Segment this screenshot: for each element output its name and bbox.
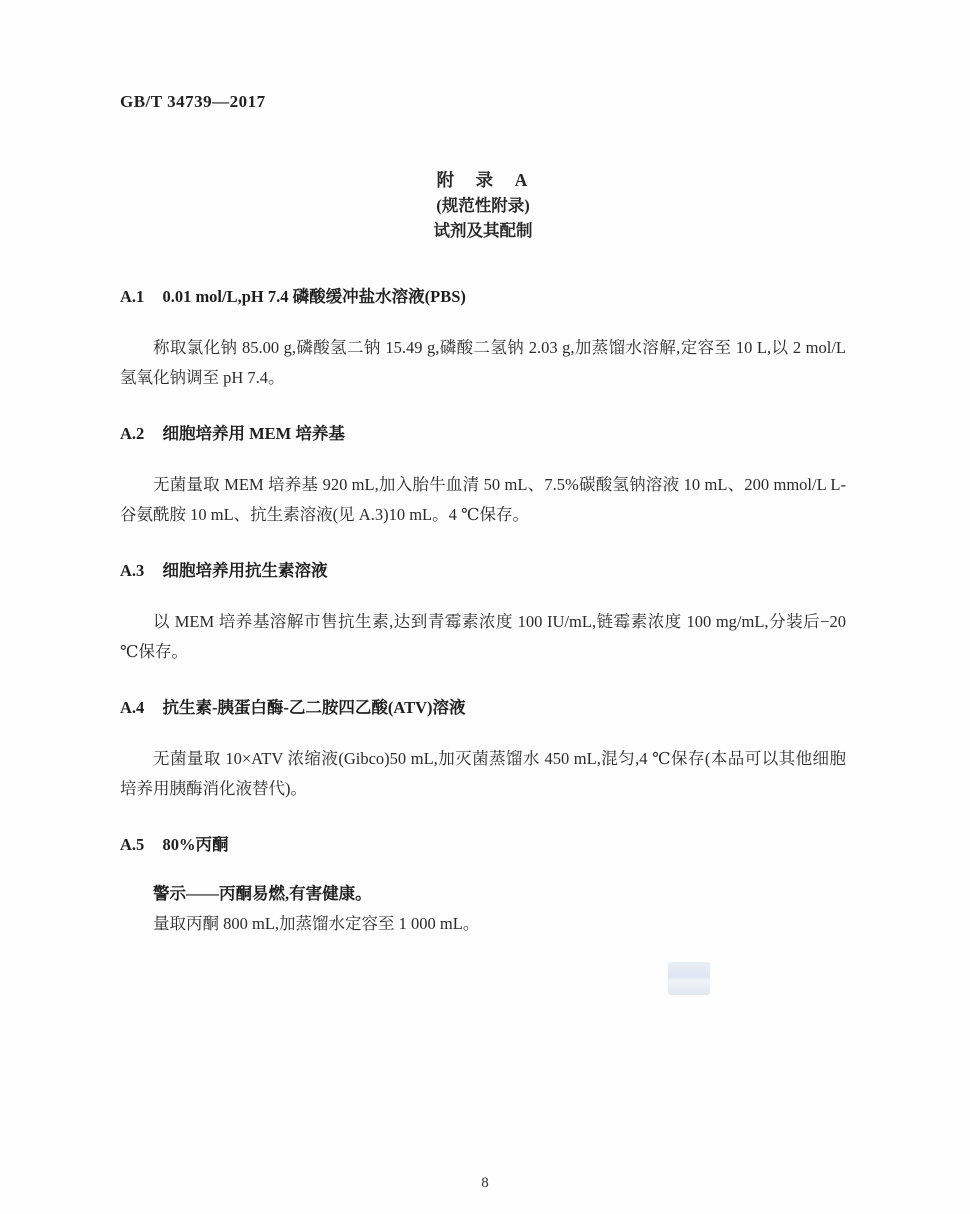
section-number: A.3: [120, 561, 145, 580]
section-paragraph-a5: 量取丙酮 800 mL,加蒸馏水定容至 1 000 mL。: [153, 914, 480, 933]
section-paragraph-a2: 无菌量取 MEM 培养基 920 mL,加入胎牛血清 50 mL、7.5%碳酸氢钠溶液 10 mL、200 mmol/L L-谷氨酰胺 10 mL、抗生素溶液(见 A.3)10 mL。4 ℃保存。: [120, 475, 846, 524]
section-title: 0.01 mol/L,pH 7.4 磷酸缓冲盐水溶液(PBS): [162, 287, 466, 306]
section-number: A.4: [120, 698, 145, 717]
appendix-title-line2: (规范性附录): [436, 196, 530, 215]
section-paragraph-a3: 以 MEM 培养基溶解市售抗生素,达到青霉素浓度 100 IU/mL,链霉素浓度 100 mg/mL,分装后−20 ℃保存。: [120, 612, 846, 661]
section-heading-a3: [120, 559, 846, 583]
section-heading-a1: [120, 285, 846, 309]
section-number: A.2: [120, 424, 145, 443]
section-number: A.5: [120, 835, 145, 854]
section-title: 细胞培养用 MEM 培养基: [162, 424, 345, 443]
standard-number: GB/T 34739—2017: [120, 92, 266, 111]
section-heading-a5: [120, 833, 846, 857]
page-number: 8: [481, 1175, 489, 1191]
section-paragraph-a4: 无菌量取 10×ATV 浓缩液(Gibco)50 mL,加灭菌蒸馏水 450 mL,混匀,4 ℃保存(本品可以其他细胞培养用胰酶消化液替代)。: [120, 749, 846, 798]
appendix-title-line3: 试剂及其配制: [433, 221, 533, 240]
section-title: 80%丙酮: [162, 835, 229, 854]
section-paragraph-a1: 称取氯化钠 85.00 g,磷酸氢二钠 15.49 g,磷酸二氢钠 2.03 g,加蒸馏水溶解,定容至 10 L,以 2 mol/L氢氧化钠调至 pH 7.4。: [120, 338, 846, 387]
section-title: 抗生素-胰蛋白酶-乙二胺四乙酸(ATV)溶液: [162, 698, 466, 717]
section-heading-a2: [120, 422, 846, 446]
section-heading-a4: [120, 696, 846, 720]
section-warning-a5: 警示——丙酮易燃,有害健康。: [153, 884, 372, 903]
section-number: A.1: [120, 287, 145, 306]
appendix-title-line1: 附 录 A: [436, 170, 530, 190]
section-title: 细胞培养用抗生素溶液: [162, 561, 328, 580]
scan-watermark: [668, 962, 710, 995]
page-content: [120, 92, 846, 939]
appendix-title-block: [120, 168, 846, 243]
